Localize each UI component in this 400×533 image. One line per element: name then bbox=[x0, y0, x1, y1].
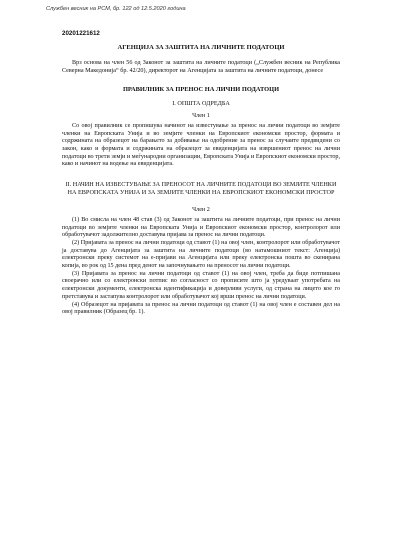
rulebook-title: ПРАВИЛНИК ЗА ПРЕНОС НА ЛИЧНИ ПОДАТОЦИ bbox=[122, 85, 280, 93]
article-2-paragraph: (4) Образецот на пријавата за пренос на лични податоци од ставот (1) на овој член е составен дел на овој правилник (Образец бр. 1). bbox=[62, 301, 340, 316]
article-1-heading: Член 1 bbox=[192, 113, 210, 120]
document-page bbox=[62, 30, 340, 317]
document-number: 20201221612 bbox=[62, 30, 100, 37]
article-2-paragraph: (1) Во смисла на член 48 став (3) од Законот за заштита на личните податоци, при пренос на лични податоци во земјите членки на Европската Унија и Европскиот економски простор, контролорот или обработувачот задолжително доставува пријава за пренос на лични податоци. bbox=[62, 216, 340, 239]
article-2-heading: Член 2 bbox=[192, 207, 210, 214]
article-2-paragraph: (2) Пријавата за пренос на лични податоци од ставот (1) на овој член, контролорот или обработувачот ја доставува до Агенцијата за заштита на личните податоци (во натамошниот текст: Агенција) електронски преку системот на е-пријави на Агенцијата или преку електронска пошта во скенирана копија, во рок од 15 дена пред денот на започнувањето на преносот на лични податоци. bbox=[62, 239, 340, 270]
preamble: Врз основа на член 56 од Законот за заштита на личните податоци („Службен весник на Република Северна Македонија“ бр. 42/20), директорот на Агенцијата за заштита на личните податоци, донесе bbox=[62, 60, 340, 75]
chapter-2-heading: II. НАЧИН НА ИЗВЕСТУВАЊЕ ЗА ПРЕНОСОТ НА ЛИЧНИТЕ ПОДАТОЦИ ВО ЗЕМЈИТЕ ЧЛЕНКИ НА ЕВРОПСКАТА УНИЈА И ЗА ЗЕМЈИТЕ ЧЛЕНКИ НА ЕВРОПСКИОТ ЕКОНОМСКИ ПРОСТОР bbox=[65, 181, 337, 197]
agency-title: АГЕНЦИЈА ЗА ЗАШТИТА НА ЛИЧНИТЕ ПОДАТОЦИ bbox=[117, 43, 285, 51]
chapter-1-heading: I. ОПШТА ОДРЕДБА bbox=[172, 99, 230, 107]
article-1-text: Со овој правилник се пропишува начинот на известување за пренос на лични податоци во земјите членки на Европската Унија и во земјите членки на Европскиот економски простор, формата и содржината на образецот на барањето за добивање на одобрение за пренос за случаите предвидени со закон, како и формата и содржината на образецот за евиденцијата на извршениот пренос на лични податоци во трети земји и меѓународни организации, Европската Унија и Европскиот економски простор, како и начинот на водење на евиденцијата. bbox=[62, 122, 340, 168]
article-2-paragraph: (3) Пријавата за пренос на лични податоци од ставот (1) на овој член, треба да биде потпишана своерачно или со електронски потпис во согласност со прописите што ја уредуваат употребата на електронски документи, електронска идентификација и доверливи услуги, од страна на лицето кое го претставува и застапува контролорот или обработувачот кој врши пренос на лични податоци. bbox=[62, 270, 340, 300]
gazette-header: Службен весник на РСМ, бр. 122 од 12.5.2020 година bbox=[46, 6, 186, 12]
